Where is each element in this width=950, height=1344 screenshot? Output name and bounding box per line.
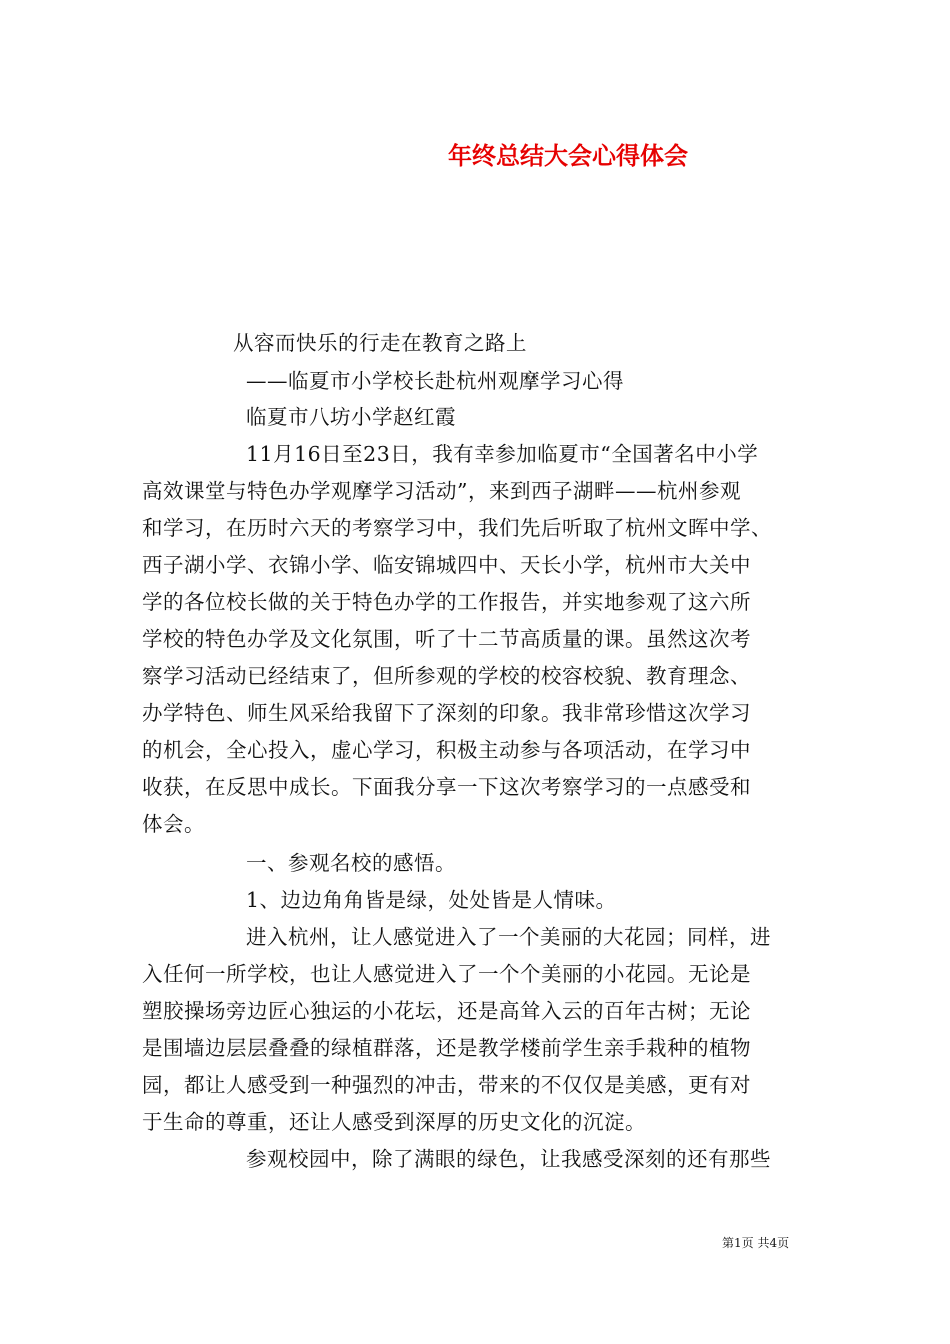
body-line: 进入杭州，让人感觉进入了一个美丽的大花园；同样，进 bbox=[246, 925, 771, 949]
body-line: 高效课堂与特色办学观摩学习活动”，来到西子湖畔——杭州参观 bbox=[142, 479, 741, 503]
section-heading: 一、参观名校的感悟。 bbox=[246, 851, 456, 875]
body-line: 园，都让人感受到一种强烈的冲击，带来的不仅仅是美感，更有对 bbox=[142, 1073, 751, 1097]
body-line: 办学特色、师生风采给我留下了深刻的印象。我非常珍惜这次学习 bbox=[142, 701, 751, 725]
body-line: 塑胶操场旁边匠心独运的小花坛，还是高耸入云的百年古树；无论 bbox=[142, 999, 751, 1023]
subtitle-line: ——临夏市小学校长赴杭州观摩学习心得 bbox=[246, 369, 624, 393]
body-line: 察学习活动已经结束了，但所参观的学校的校容校貌、教育理念、 bbox=[142, 664, 751, 688]
body-line: 西子湖小学、衣锦小学、临安锦城四中、天长小学，杭州市大关中 bbox=[142, 553, 751, 577]
body-line: 学的各位校长做的关于特色办学的工作报告，并实地参观了这六所 bbox=[142, 590, 751, 614]
body-line: 学校的特色办学及文化氛围，听了十二节高质量的课。虽然这次考 bbox=[142, 627, 751, 651]
body-line: 于生命的尊重，还让人感受到深厚的历史文化的沉淀。 bbox=[142, 1110, 646, 1134]
subsection-heading: 1、边边角角皆是绿，处处皆是人情味。 bbox=[246, 888, 617, 912]
page-number: 第1页 共4页 bbox=[722, 1236, 790, 1250]
body-line: 体会。 bbox=[142, 812, 205, 836]
body-line: 入任何一所学校，也让人感觉进入了一个个美丽的小花园。无论是 bbox=[142, 962, 751, 986]
body-line: 是围墙边层层叠叠的绿植群落，还是教学楼前学生亲手栽种的植物 bbox=[142, 1036, 751, 1060]
body-line: 和学习，在历时六天的考察学习中，我们先后听取了杭州文晖中学、 bbox=[142, 516, 772, 540]
body-line: 收获，在反思中成长。下面我分享一下这次考察学习的一点感受和 bbox=[142, 775, 751, 799]
document-title: 年终总结大会心得体会 bbox=[448, 142, 688, 170]
body-line: 的机会，全心投入，虚心学习，积极主动参与各项活动，在学习中 bbox=[142, 738, 751, 762]
body-line: 参观校园中，除了满眼的绿色，让我感受深刻的还有那些 bbox=[246, 1147, 771, 1171]
subtitle-line: 从容而快乐的行走在教育之路上 bbox=[233, 331, 527, 355]
body-line: 11月16日至23日，我有幸参加临夏市“全国著名中小学 bbox=[246, 442, 759, 466]
author-line: 临夏市八坊小学赵红霞 bbox=[246, 405, 456, 429]
